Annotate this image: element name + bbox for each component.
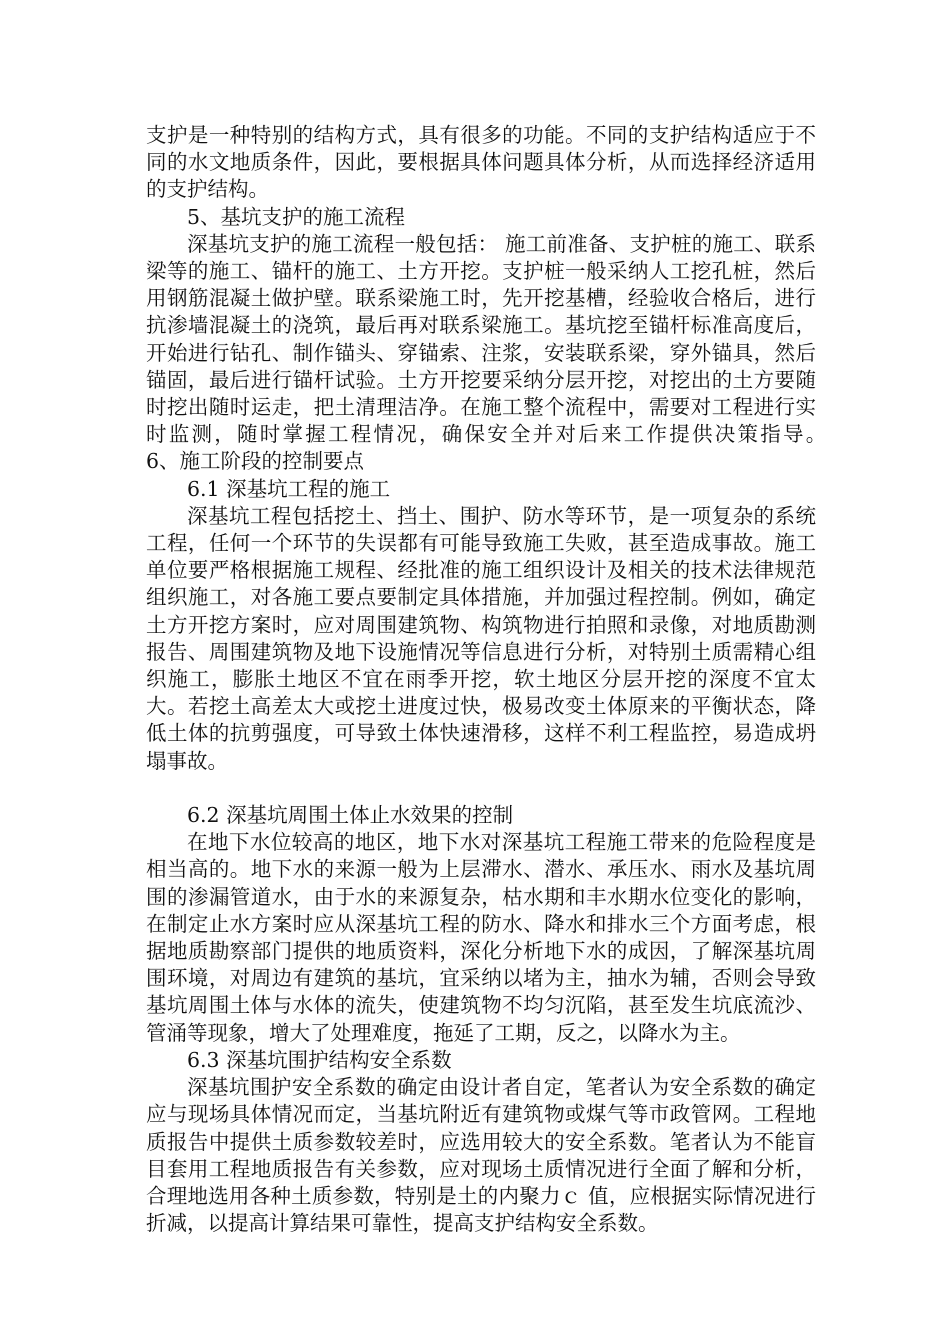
paragraph-deep-pit-construction: 深基坑工程包括挖土、挡土、围护、防水等环节，是一项复杂的系统工程，任何一个环节的失误都有可能导致施工失败，甚至造成事故。施工单位要严格根据施工规程、经批准的施工组织设计及相关的技术法律规范组织施工，对各施工要点要制定具体措施，并加强过程控制。例如，确定土方开挖方案时，应对周围建筑物、构筑物进行拍照和录像，对地质勘测报告、周围建筑物及地下设施情况等信息进行分析，对特别土质需精心组织施工，膨胀土地区不宜在雨季开挖，软土地区分层开挖的深度不宜太大。若挖土高差太大或挖土进度过快，极易改变土体原来的平衡状态，降低土体的抗剪强度，可导致土体快速滑移，这样不利工程监控，易造成坍塌事故。 xyxy=(146,503,816,773)
document-body xyxy=(146,122,878,1237)
heading-section-5: 5、基坑支护的施工流程 xyxy=(187,204,406,229)
paragraph-waterproofing-control: 在地下水位较高的地区，地下水对深基坑工程施工带来的危险程度是相当高的。地下水的来源一般为上层滞水、潜水、承压水、雨水及基坑周围的渗漏管道水，由于水的来源复杂，枯水期和丰水期水位变化的影响，在制定止水方案时应从深基坑工程的防水、降水和排水三个方面考虑，根据地质勘察部门提供的地质资料，深化分析地下水的成因，了解深基坑周围环境，对周边有建筑的基坑，宜采纳以堵为主，抽水为辅，否则会导致基坑周围土体与水体的流失，使建筑物不均匀沉陷，甚至发生坑底流沙、管涌等现象，增大了处理难度，拖延了工期，反之，以降水为主。 xyxy=(146,830,816,1045)
paragraph-support-intro: 支护是一种特别的结构方式，具有很多的功能。不同的支护结构适应于不同的水文地质条件，因此，要根据具体问题具体分析，从而选择经济适用的支护结构。 xyxy=(146,123,816,202)
paragraph-safety-factor: 深基坑围护安全系数的确定由设计者自定，笔者认为安全系数的确定应与现场具体情况而定，当基坑附近有建筑物或煤气等市政管网。工程地质报告中提供土质参数较差时，应选用较大的安全系数。笔者认为不能盲目套用工程地质报告有关参数，应对现场土质情况进行全面了解和分析，合理地选用各种土质参数，特别是土的内聚力ｃ 值，应根据实际情况进行折减，以提高计算结果可靠性，提高支护结构安全系数。 xyxy=(146,1075,816,1236)
blank-line xyxy=(146,775,816,802)
heading-section-6-3: 6.3 深基坑围护结构安全系数 xyxy=(187,1047,452,1072)
paragraph-construction-process: 深基坑支护的施工流程一般包括： 施工前准备、支护桩的施工、联系梁等的施工、锚杆的施工、土方开挖。支护桩一般采纳人工挖孔桩，然后用钢筋混凝土做护壁。联系梁施工时，先开挖基槽，经验收合格后，进行抗渗墙混凝土的浇筑，最后再对联系梁施工。基坑挖至锚杆标准高度后，开始进行钻孔、制作锚头、穿锚索、注浆，安装联系梁，穿外锚具，然后锚固，最后进行锚杆试验。土方开挖要采纳分层开挖，对挖出的土方要随时挖出随时运走，把土清理洁净。在施工整个流程中，需要对工程进行实时监测，随时掌握工程情况，确保安全并对后来工作提供决策指导。 6、施工阶段的控制要点 xyxy=(146,231,878,474)
heading-section-6-2: 6.2 深基坑周围土体止水效果的控制 xyxy=(187,803,514,828)
heading-section-6-1: 6.1 深基坑工程的施工 xyxy=(187,476,391,501)
